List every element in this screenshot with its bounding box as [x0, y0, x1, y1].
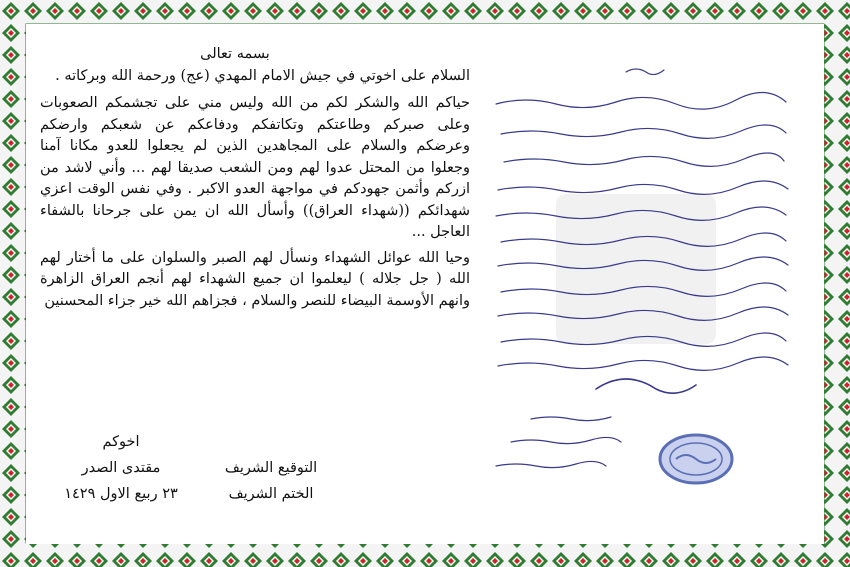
signature-block	[46, 429, 346, 507]
blue-round-seal-icon	[660, 435, 732, 483]
basmala-heading: بسمه تعالى	[200, 46, 270, 62]
seal-label: الختم الشريف	[228, 486, 314, 502]
handwriting-drawing	[476, 44, 811, 524]
typed-letter	[40, 44, 470, 312]
closing-text: اخوكم	[102, 434, 140, 450]
greeting-line: السلام على اخوتي في جيش الامام المهدي (عج) ورحمة الله وبركاته .	[55, 67, 470, 84]
letter-page	[26, 24, 824, 544]
signature-label: التوقيع الشريف	[224, 460, 318, 476]
body-paragraph-1: حياكم الله والشكر لكم من الله وليس مني على تجشمكم الصعوبات وعلى صبركم وطاعتكم وتكاتفكم ودفاعكم عن شعبكم وارضكم وعرضكم والسلام على المجاهدين الذين لم يجعلوا للعدو مكانا آمنا وجعلوا من المحتل عدوا لهم ومن الشعب صديقا لهم ... وأني لاشد من ازركم وأثمن جهودكم في مواجهة العدو الاكبر . وفي نفس الوقت اعزي شهدائكم ((شهداء العراق)) وأسأل الله ان يمن على جرحانا بالشفاء العاجل ...	[40, 95, 470, 240]
handwritten-letter-image	[476, 44, 811, 524]
letter-date: ٢٣ ربيع الاول ١٤٢٩	[64, 486, 178, 502]
body-paragraph-2: وحيا الله عوائل الشهداء ونسأل لهم الصبر والسلوان على ما أختار لهم الله ( جل جلاله ) ليعلموا ان جميع الشهداء لهم أنجم العراق الزاهرة وانهم الأوسمة البيضاء للنصر والسلام ، فجزاهم الله خير جزاء المحسنين	[40, 249, 470, 309]
signer-name: مقتدى الصدر	[81, 460, 161, 476]
